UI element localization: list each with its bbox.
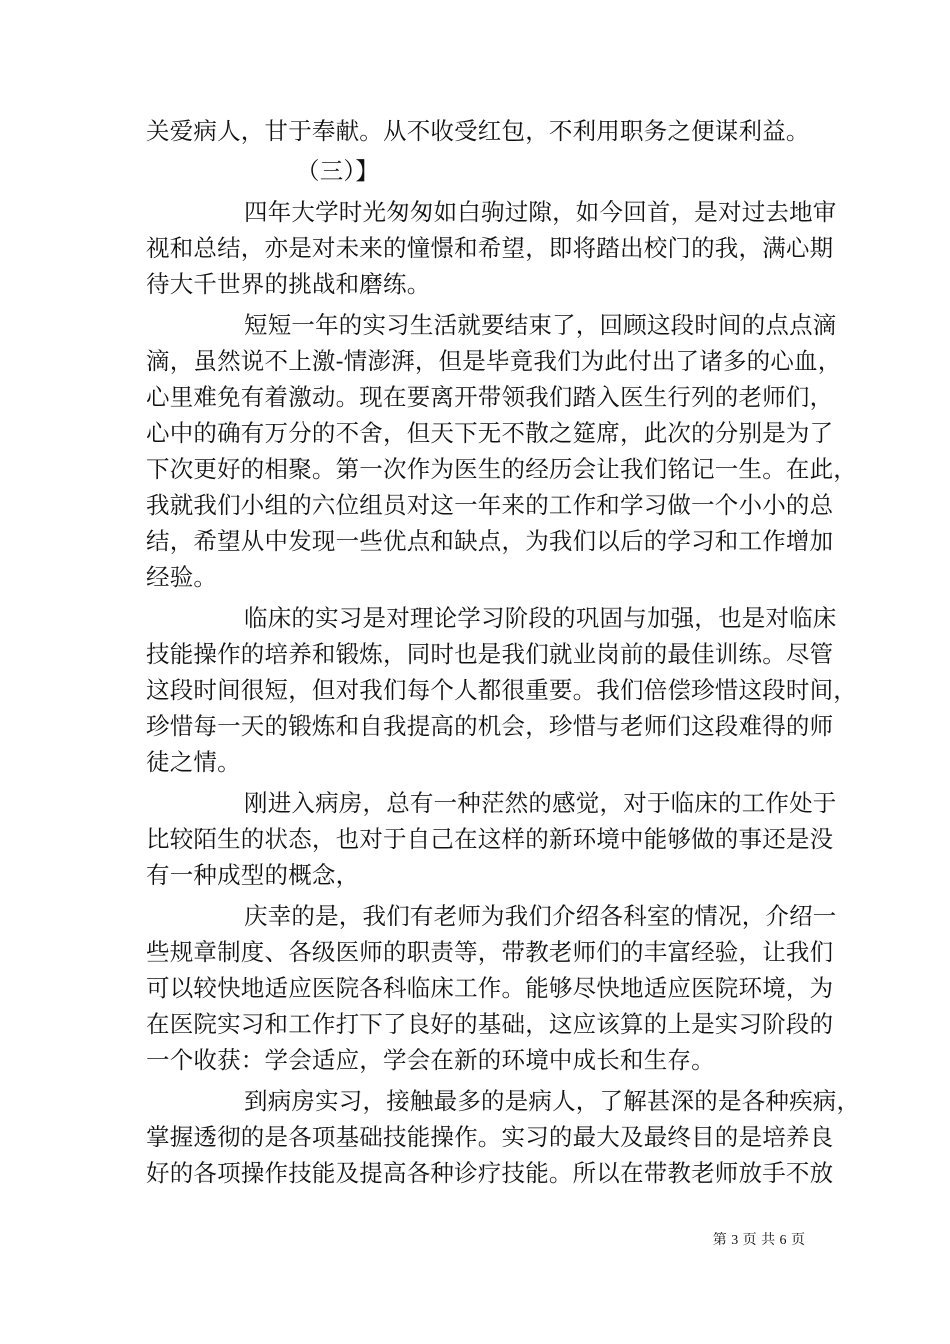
text-line: 可以较快地适应医院各科临床工作。能够尽快地适应医院环境，为 (146, 974, 834, 1002)
paragraph-start: 临床的实习是对理论学习阶段的巩固与加强，也是对临床 (244, 604, 837, 632)
text-line: 掌握透彻的是各项基础技能操作。实习的最大及最终目的是培养良 (146, 1123, 834, 1151)
text-line: 有一种成型的概念， (146, 861, 360, 889)
page-footer (713, 1231, 805, 1250)
footer-middle: 页 共 (742, 1232, 776, 1248)
text-line: 些规章制度、各级医师的职责等，带教老师们的丰富经验，让我们 (146, 938, 834, 966)
paragraph-start: 短短一年的实习生活就要结束了，回顾这段时间的点点滴 (244, 311, 837, 339)
text-line: 滴，虽然说不上激-情澎湃，但是毕竟我们为此付出了诸多的心血， (146, 347, 842, 375)
text-line: 技能操作的培养和锻炼，同时也是我们就业岗前的最佳训练。尽管 (146, 640, 834, 668)
text-line: 待大千世界的挑战和磨练。 (146, 270, 431, 298)
text-line: 好的各项操作技能及提高各种诊疗技能。所以在带教老师放手不放 (146, 1159, 834, 1187)
text-line: 珍惜每一天的锻炼和自我提高的机会，珍惜与老师们这段难得的师 (146, 712, 834, 740)
text-line: 这段时间很短，但对我们每个人都很重要。我们倍偿珍惜这段时间， (146, 676, 857, 704)
footer-prefix: 第 (712, 1232, 727, 1248)
paragraph-start: 四年大学时光匆匆如白驹过隙，如今回首，是对过去地审 (244, 198, 837, 226)
page-number: 3 (731, 1233, 739, 1248)
text-line: 我就我们小组的六位组员对这一年来的工作和学习做一个小小的总 (146, 491, 834, 519)
paragraph-start: 到病房实习，接触最多的是病人，了解甚深的是各种疾病， (244, 1087, 861, 1115)
text-line: 徒之情。 (146, 748, 241, 776)
footer-suffix: 页 (791, 1232, 805, 1248)
text-line: 一个收获：学会适应，学会在新的环境中成长和生存。 (146, 1046, 715, 1074)
text-line: 关爱病人，甘于奉献。从不收受红包，不利用职务之便谋利益。 (146, 117, 810, 145)
text-line: 下次更好的相聚。第一次作为医生的经历会让我们铭记一生。在此， (146, 455, 857, 483)
section-heading: （三）】 (296, 157, 380, 185)
paragraph-start: 刚进入病房，总有一种茫然的感觉，对于临床的工作处于 (244, 789, 837, 817)
text-line: 经验。 (146, 563, 218, 591)
total-pages: 6 (779, 1233, 787, 1248)
text-line: 视和总结，亦是对未来的憧憬和希望，即将踏出校门的我，满心期 (146, 234, 834, 262)
text-line: 在医院实习和工作打下了良好的基础，这应该算的上是实习阶段的 (146, 1010, 834, 1038)
text-line: 心里难免有着激动。现在要离开带领我们踏入医生行列的老师们， (146, 383, 834, 411)
text-line: 结，希望从中发现一些优点和缺点，为我们以后的学习和工作增加 (146, 527, 834, 555)
text-line: 心中的确有万分的不舍，但天下无不散之筵席，此次的分别是为了 (146, 419, 834, 447)
paragraph-start: 庆幸的是，我们有老师为我们介绍各科室的情况，介绍一 (244, 902, 837, 930)
text-line: 比较陌生的状态，也对于自己在这样的新环境中能够做的事还是没 (146, 825, 834, 853)
